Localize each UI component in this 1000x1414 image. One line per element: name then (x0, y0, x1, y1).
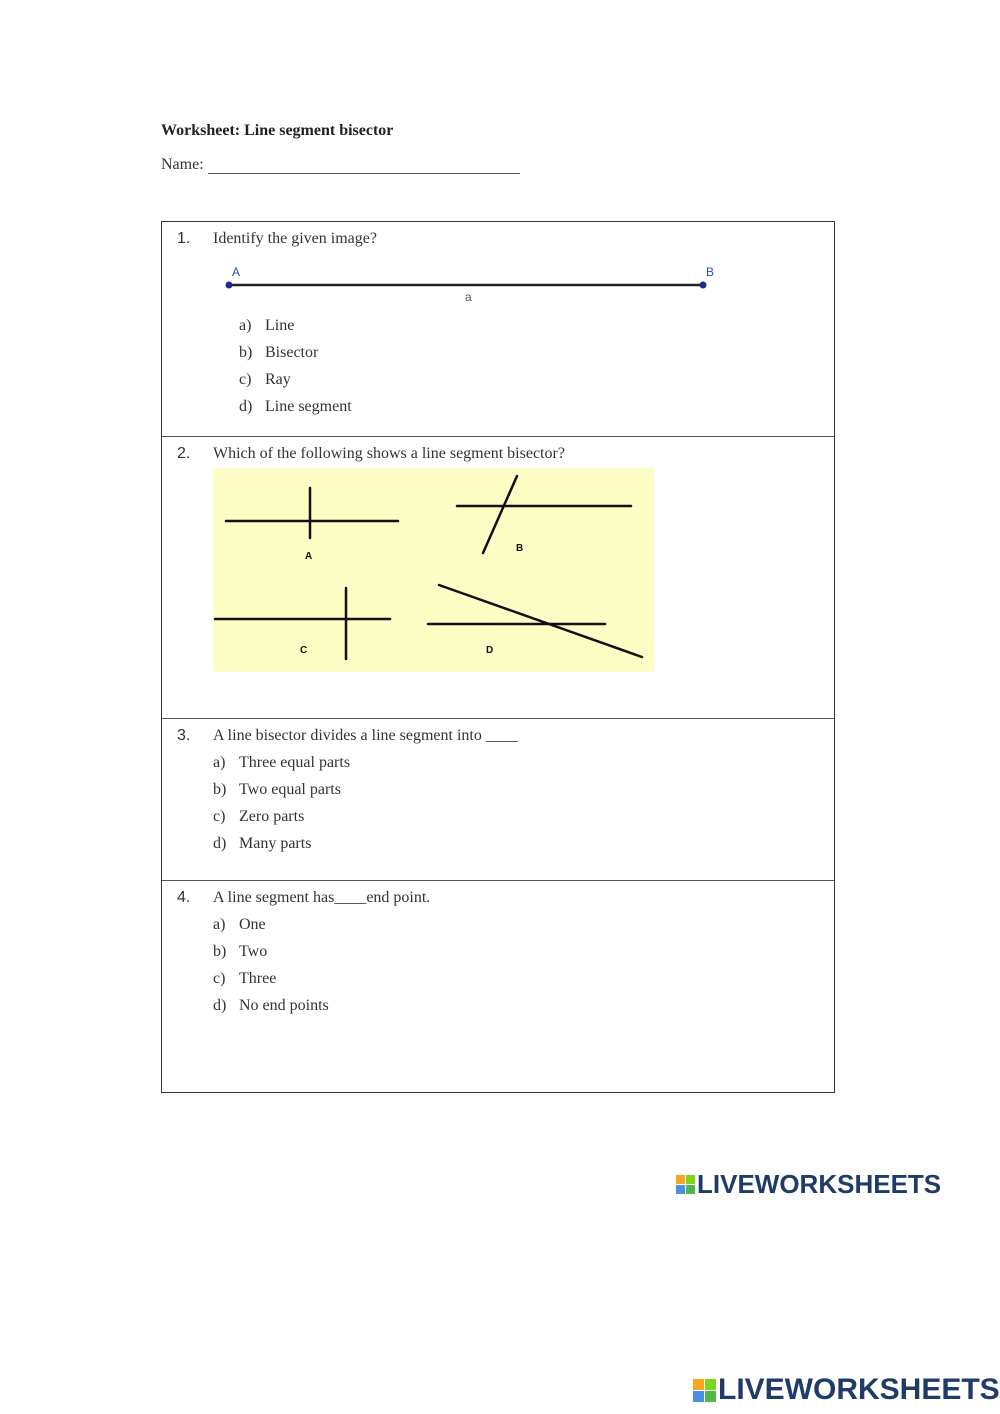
choice-label-d: D (486, 645, 494, 656)
options-list (239, 312, 352, 420)
option-text: Line (265, 316, 295, 334)
option-c[interactable] (239, 366, 352, 393)
options-list (213, 911, 329, 1019)
question-1 (162, 222, 834, 437)
option-letter: d) (213, 834, 227, 852)
option-text: One (239, 915, 266, 933)
question-number: 4. (177, 889, 191, 906)
choice-label-a: A (305, 551, 313, 562)
option-letter: b) (239, 343, 253, 361)
option-text: Three equal parts (239, 753, 351, 771)
option-letter: b) (213, 942, 227, 960)
option-letter: b) (213, 780, 227, 798)
question-number: 1. (177, 230, 191, 247)
liveworksheets-logo-icon (693, 1379, 716, 1402)
option-a[interactable] (213, 911, 329, 938)
option-d[interactable] (213, 830, 350, 857)
question-number: 3. (177, 727, 191, 744)
option-letter: c) (239, 370, 252, 388)
options-list (213, 749, 350, 857)
option-text: Ray (265, 370, 291, 388)
choice-b-crossing-line (483, 476, 517, 553)
question-text: A line segment has____end point. (213, 889, 431, 906)
question-3 (162, 719, 834, 881)
option-text: No end points (239, 996, 329, 1014)
option-letter: d) (239, 397, 253, 415)
question-text: Identify the given image? (213, 230, 377, 247)
option-letter: c) (213, 807, 226, 825)
choice-label-b: B (516, 543, 524, 554)
option-letter: a) (239, 316, 252, 334)
logo-text: LIVEWORKSHEETS (718, 1373, 1000, 1406)
bisector-choices-panel (213, 468, 654, 672)
question-number: 2. (177, 445, 191, 462)
liveworksheets-logo-footer (693, 1373, 1000, 1407)
option-text: Many parts (239, 834, 312, 852)
option-b[interactable] (213, 938, 329, 965)
liveworksheets-logo (676, 1169, 941, 1200)
choice-d-crossing-line (439, 585, 642, 657)
option-letter: a) (213, 915, 226, 933)
endpoint-a (226, 282, 233, 289)
option-a[interactable] (213, 749, 350, 776)
line-segment-figure (222, 260, 722, 306)
logo-text: LIVEWORKSHEETS (697, 1169, 942, 1199)
question-text: A line bisector divides a line segment into ____ (213, 727, 518, 744)
name-label: Name: (161, 156, 204, 173)
option-c[interactable] (213, 803, 350, 830)
option-d[interactable] (239, 393, 352, 420)
option-text: Three (239, 969, 277, 987)
liveworksheets-logo-icon (676, 1175, 695, 1194)
option-letter: d) (213, 996, 227, 1014)
question-text: Which of the following shows a line segment bisector? (213, 445, 565, 462)
label-segment: a (465, 290, 472, 304)
label-a: A (232, 265, 241, 279)
option-text: Line segment (265, 397, 352, 415)
question-4 (162, 881, 834, 1092)
option-text: Zero parts (239, 807, 305, 825)
worksheet-title: Worksheet: Line segment bisector (161, 122, 394, 139)
option-b[interactable] (213, 776, 350, 803)
label-b: B (706, 265, 715, 279)
option-b[interactable] (239, 339, 352, 366)
option-d[interactable] (213, 992, 329, 1019)
name-row (161, 156, 520, 174)
option-text: Bisector (265, 343, 319, 361)
option-text: Two (239, 942, 268, 960)
option-a[interactable] (239, 312, 352, 339)
option-text: Two equal parts (239, 780, 341, 798)
option-letter: a) (213, 753, 226, 771)
option-c[interactable] (213, 965, 329, 992)
endpoint-b (700, 282, 707, 289)
choice-label-c: C (300, 645, 308, 656)
option-letter: c) (213, 969, 226, 987)
bisector-choices-figure (213, 468, 654, 672)
questions-table (161, 221, 835, 1093)
name-blank-line[interactable] (208, 157, 520, 174)
question-2 (162, 437, 834, 719)
